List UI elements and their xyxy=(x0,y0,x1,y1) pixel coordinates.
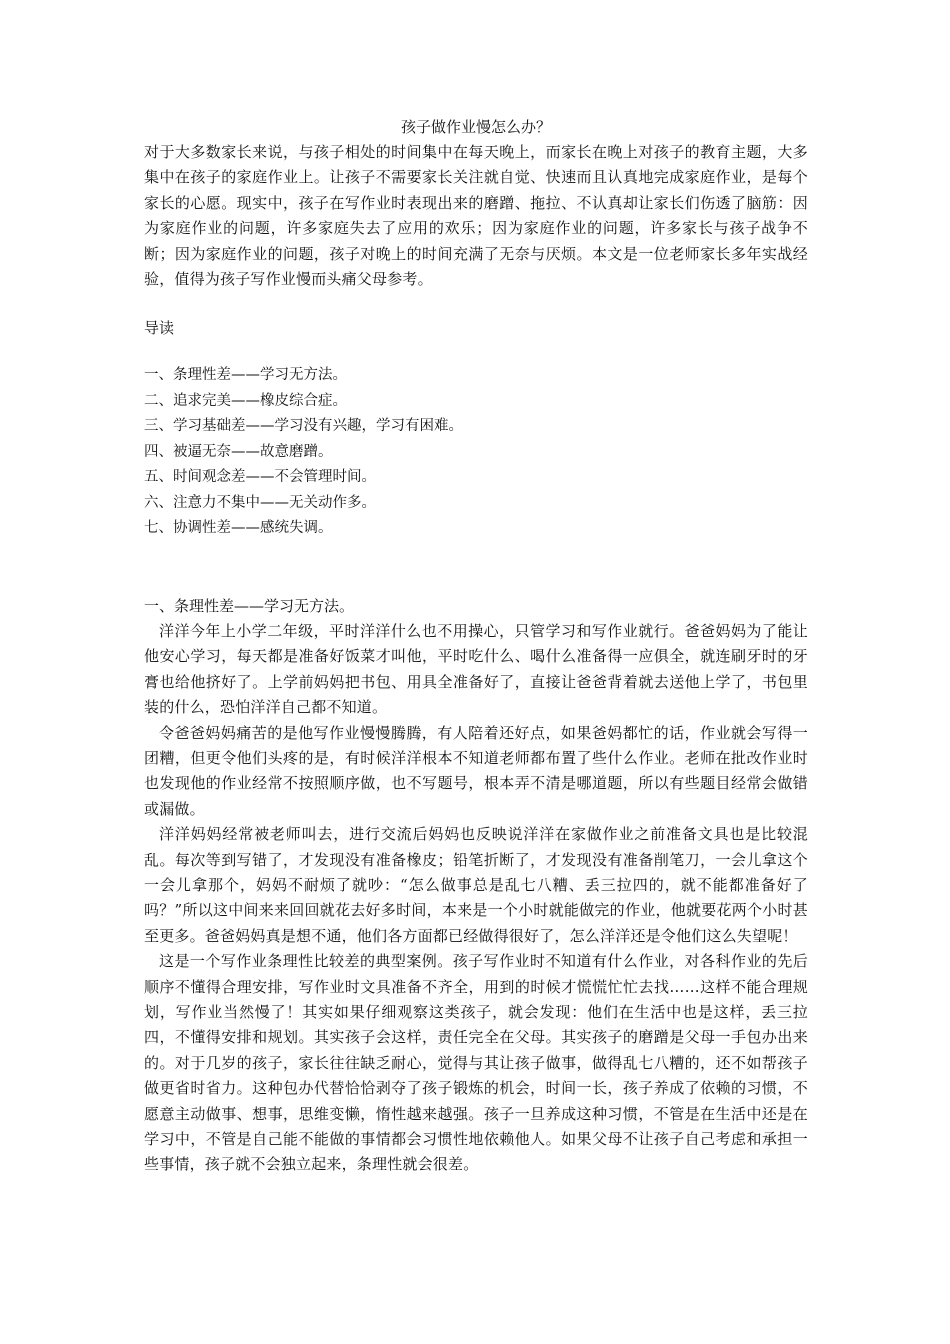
toc-item: 四、被逼无奈——故意磨蹭。 xyxy=(144,443,333,460)
toc-item: 三、学习基础差——学习没有兴趣，学习有困难。 xyxy=(144,418,463,435)
toc-item: 二、追求完美——橡皮综合症。 xyxy=(144,392,347,409)
toc-item: 五、时间观念差——不会管理时间。 xyxy=(144,469,376,486)
document-page xyxy=(144,114,808,1178)
intro-paragraph: 对于大多数家长来说，与孩子相处的时间集中在每天晚上，而家长在晚上对孩子的教育主题，大多集中在孩子的家庭作业上。让孩子不需要家长关注就自觉、快速而且认真地完成家庭作业，是每个家长的心愿。现实中，孩子在写作业时表现出来的磨蹭、拖拉、不认真却让家长们伤透了脑筋：因为家庭作业的问题，许多家庭失去了应用的欢乐；因为家庭作业的问题，许多家长与孩子战争不断；因为家庭作业的问题，孩子对晚上的时间充满了无奈与厌烦。本文是一位老师家长多年实战经验，值得为孩子写作业慢而头痛父母参考。 xyxy=(144,143,808,289)
body-paragraph: 令爸爸妈妈痛苦的是他写作业慢慢腾腾，有人陪着还好点，如果爸妈都忙的话，作业就会写得一团糟，但更令他们头疼的是，有时候洋洋根本不知道老师都布置了些什么作业。老师在批改作业时也发现他的作业经常不按照顺序做，也不写题号，根本弄不清是哪道题，所以有些题目经常会做错或漏做。 xyxy=(144,723,808,818)
document-title: 孩子做作业慢怎么办？ xyxy=(400,118,551,136)
section-heading: 一、条理性差——学习无方法。 xyxy=(144,596,355,615)
toc-item: 七、协调性差——感统失调。 xyxy=(144,520,333,537)
body-paragraph: 洋洋妈妈经常被老师叫去，进行交流后妈妈也反映说洋洋在家做作业之前准备文具也是比较混乱。每次等到写错了，才发现没有准备橡皮；铅笔折断了，才发现没有准备削笔刀，一会儿拿这个一会儿拿那个，妈妈不耐烦了就吵：“怎么做事总是乱七八糟、丢三拉四的，就不能都准备好了吗？”所以这中间来来回回就花去好多时间，本来是一个小时就能做完的作业，他就要花两个小时甚至更多。爸爸妈妈真是想不通，他们各方面都已经做得很好了，怎么洋洋还是令他们这么失望呢！ xyxy=(144,825,808,945)
guide-label: 导读 xyxy=(144,319,175,338)
toc-item: 六、注意力不集中——无关动作多。 xyxy=(144,494,376,511)
toc-item: 一、条理性差——学习无方法。 xyxy=(144,367,347,384)
body-paragraph: 洋洋今年上小学二年级，平时洋洋什么也不用操心，只管学习和写作业就行。爸爸妈妈为了能让他安心学习，每天都是准备好饭菜才叫他，平时吃什么、喝什么准备得一应俱全，就连刷牙时的牙膏也给他挤好了。上学前妈妈把书包、用具全准备好了，直接让爸爸背着就去送他上学了，书包里装的什么，恐怕洋洋自己都不知道。 xyxy=(144,621,808,717)
body-paragraph: 这是一个写作业条理性比较差的典型案例。孩子写作业时不知道有什么作业，对各科作业的先后顺序不懂得合理安排，写作业时文具准备不齐全，用到的时候才慌慌忙忙去找……这样不能合理规划，写作业当然慢了！其实如果仔细观察这类孩子，就会发现：他们在生活中也是这样，丢三拉四，不懂得安排和规划。其实孩子会这样，责任完全在父母。其实孩子的磨蹭是父母一手包办出来的。对于几岁的孩子，家长往往缺乏耐心，觉得与其让孩子做事，做得乱七八糟的，还不如帮孩子做更省时省力。这种包办代替恰恰剥夺了孩子锻炼的机会，时间一长，孩子养成了依赖的习惯，不愿意主动做事、想事，思维变懒，惰性越来越强。孩子一旦养成这种习惯，不管是在生活中还是在学习中，不管是自己能不能做的事情都会习惯性地依赖他人。如果父母不让孩子自己考虑和承担一些事情，孩子就不会独立起来，条理性就会很差。 xyxy=(144,952,808,1174)
table-of-contents xyxy=(144,363,808,542)
